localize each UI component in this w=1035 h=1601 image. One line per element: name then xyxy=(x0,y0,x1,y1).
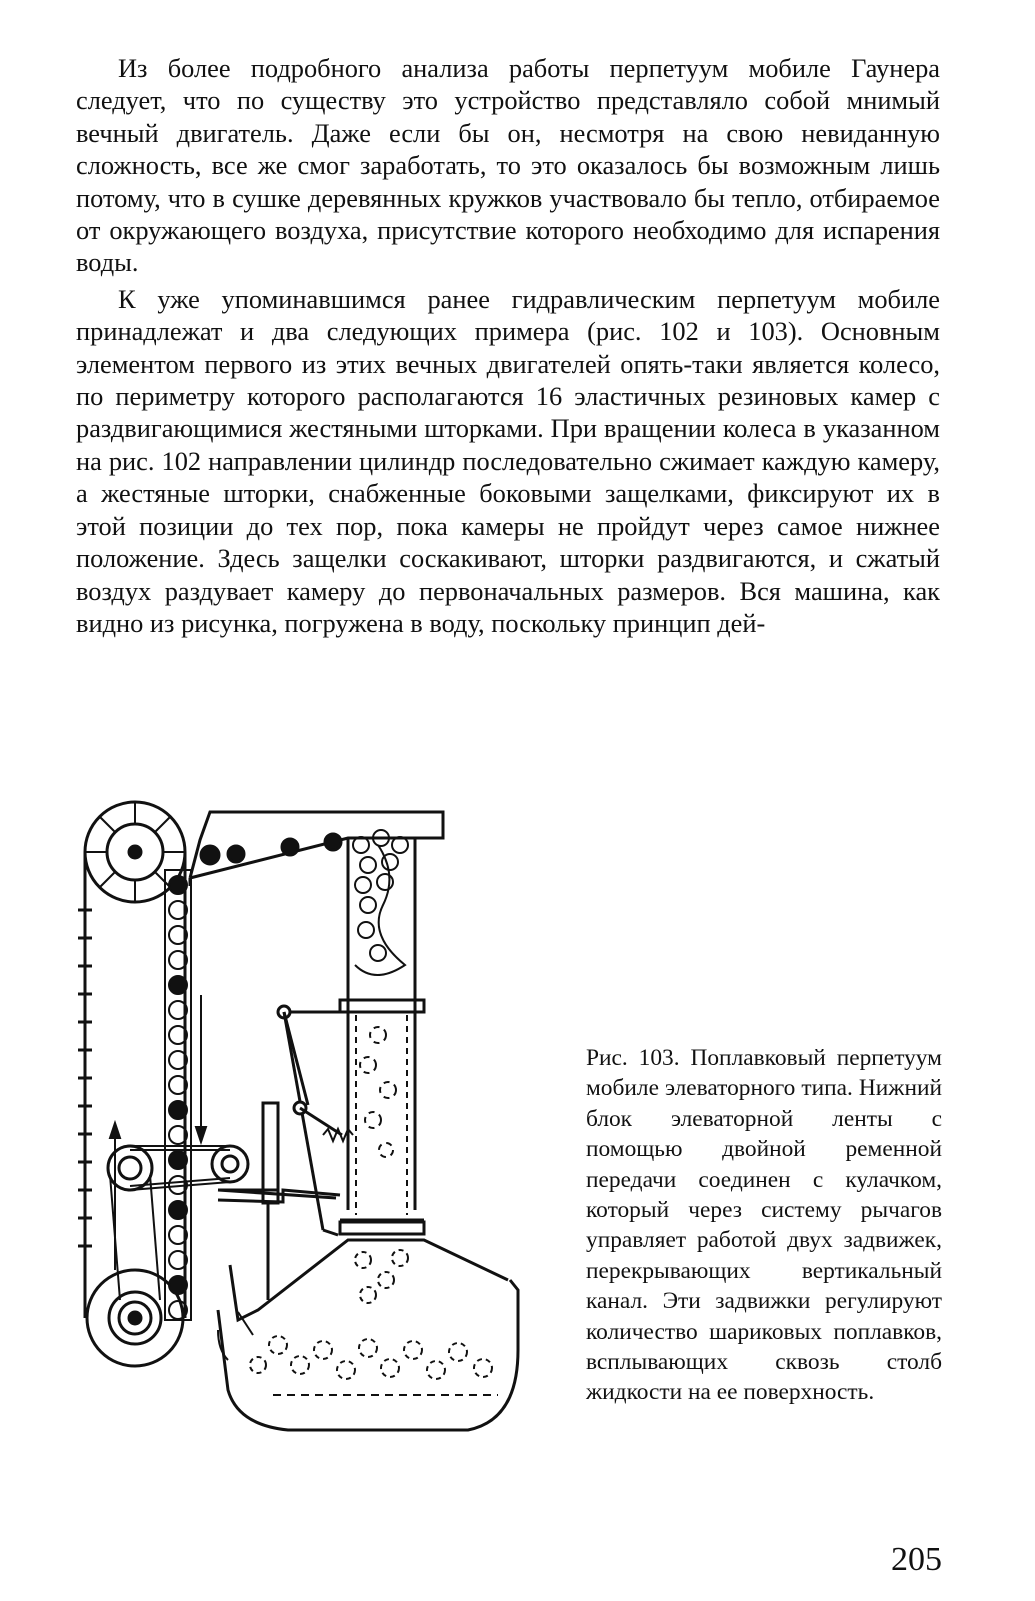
paragraph-2: К уже упоминавшимся ранее гидравлическим перпетуум мобиле принадлежат и два следующих примера (рис. 102 и 103). Основным элементом первого из этих вечных двигателей опять-таки является колесо, по периметру которого располагаются 16 эластичных резиновых камер с раздвигающимися жестяными шторками. При вращении колеса в указанном на рис. 102 направлении цилиндр последовательно сжимает каждую камеру, а жестяные шторки, снабженные боковыми защелками, фиксируют их в этой позиции до тех пор, пока камеры не пройдут через самое нижнее положение. Здесь защелки соскакивают, шторки раздвигаются, и сжатый воздух раздувает камеру до первоначальных размеров. Вся машина, как видно из рисунка, погружена в воду, поскольку принцип дей- xyxy=(76,283,940,638)
body-text xyxy=(76,52,940,639)
lever-system xyxy=(218,1006,418,1300)
upper-chute xyxy=(190,812,443,886)
float-elevator-drawing xyxy=(78,790,550,1480)
belt-floats xyxy=(165,870,191,1320)
figure-103-illustration xyxy=(78,790,550,1480)
figure-caption: Рис. 103. Поплавковый перпетуум мобиле элеваторного типа. Нижний блок элеваторной ленты с помощью двойной ременной передачи соединен с кулачком, который через систему рычагов управляет работой двух задвижек, перекрывающих вертикальный канал. Эти задвижки регулируют количество шариковых поплавков, всплывающих сквозь столб жидкости на ее поверхность. xyxy=(586,1045,942,1406)
page-number: 205 xyxy=(891,1541,942,1578)
down-arrow xyxy=(196,995,206,1142)
water-basin xyxy=(218,1240,518,1430)
paragraph-1: Из более подробного анализа работы перпетуум мобиле Гаунера следует, что по существу это устройство представляло собой мнимый вечный двигатель. Даже если бы он, несмотря на свою невиданную сложность, все же смог заработать, то это оказалось бы возможным лишь потому, что в сушке деревянных кружков участвовало бы тепло, отбираемое от окружающего воздуха, присутствие которого необходимо для испарения воды. xyxy=(76,53,940,278)
vertical-column xyxy=(340,830,424,1234)
